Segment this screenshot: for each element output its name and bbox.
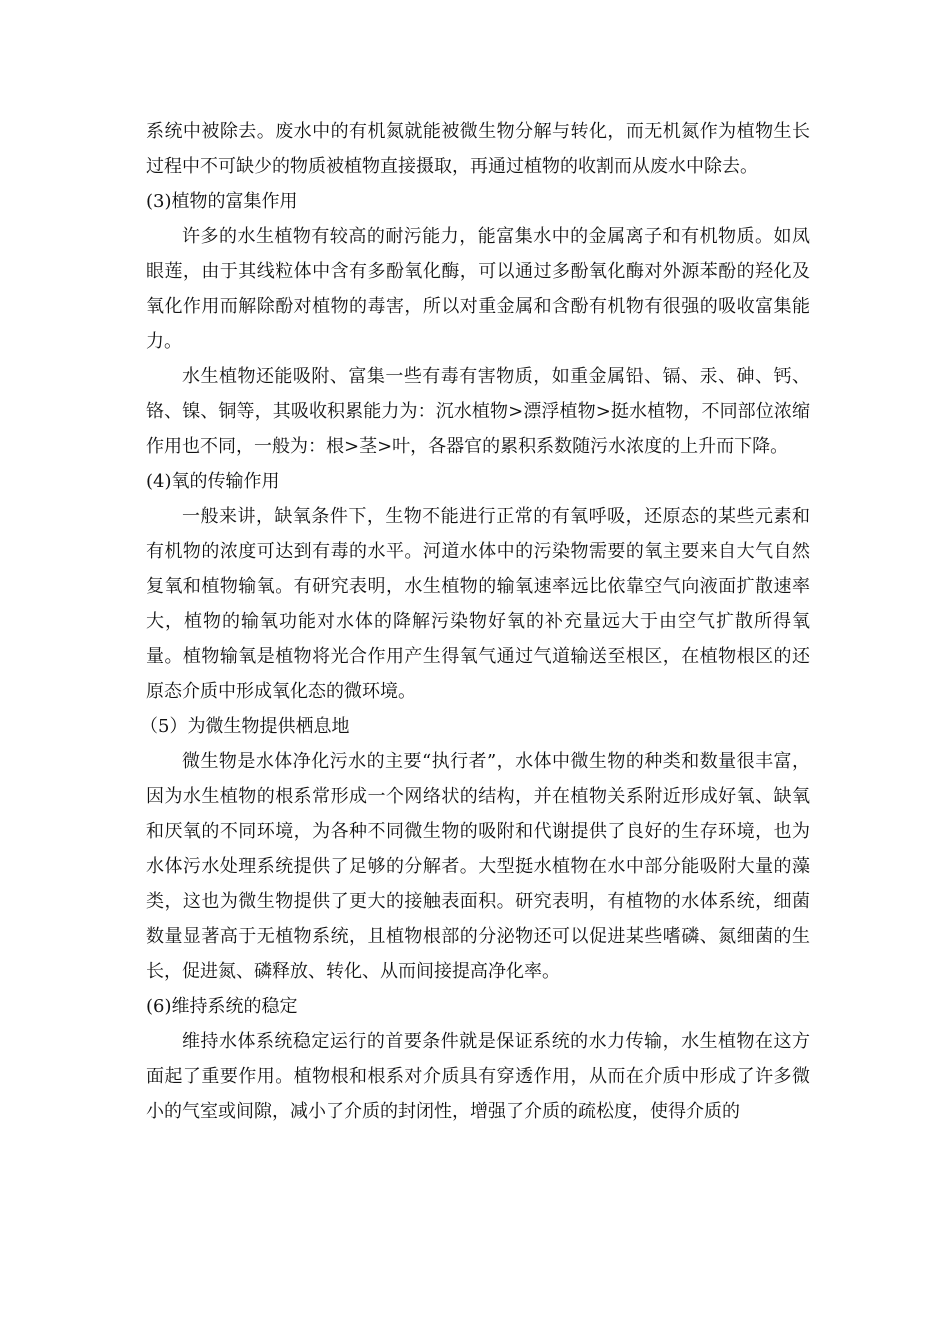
document-body: [140, 114, 810, 1129]
paragraph: 维持水体系统稳定运行的首要条件就是保证系统的水力传输，水生植物在这方面起了重要作用。植物根和根系对介质具有穿透作用，从而在介质中形成了许多微小的气室或间隙，减小了介质的封闭性，增强了介质的疏松度，使得介质的: [146, 1031, 810, 1122]
paragraph: 许多的水生植物有较高的耐污能力，能富集水中的金属离子和有机物质。如凤眼莲，由于其线粒体中含有多酚氧化酶，可以通过多酚氧化酶对外源苯酚的羟化及氧化作用而解除酚对植物的毒害，所以对重金属和含酚有机物有很强的吸收富集能力。: [146, 226, 810, 352]
paragraph-continuation: 系统中被除去。废水中的有机氮就能被微生物分解与转化，而无机氮作为植物生长过程中不可缺少的物质被植物直接摄取，再通过植物的收割而从废水中除去。: [146, 121, 810, 177]
section-heading-5: （5）为微生物提供栖息地: [140, 716, 350, 737]
paragraph: 水生植物还能吸附、富集一些有毒有害物质，如重金属铅、镉、汞、砷、钙、铬、镍、铜等，其吸收积累能力为：沉水植物>漂浮植物>挺水植物，不同部位浓缩作用也不同，一般为：根>茎>叶，各器官的累积系数随污水浓度的上升而下降。: [146, 366, 810, 457]
section-heading-4: (4)氧的传输作用: [146, 471, 280, 492]
section-heading-3: (3)植物的富集作用: [146, 191, 298, 212]
paragraph: 一般来讲，缺氧条件下，生物不能进行正常的有氧呼吸，还原态的某些元素和有机物的浓度可达到有毒的水平。河道水体中的污染物需要的氧主要来自大气自然复氧和植物输氧。有研究表明，水生植物的输氧速率远比依靠空气向液面扩散速率大，植物的输氧功能对水体的降解污染物好氧的补充量远大于由空气扩散所得氧量。植物输氧是植物将光合作用产生得氧气通过气道输送至根区，在植物根区的还原态介质中形成氧化态的微环境。: [146, 506, 810, 702]
paragraph: 微生物是水体净化污水的主要“执行者”，水体中微生物的种类和数量很丰富，因为水生植物的根系常形成一个网络状的结构，并在植物关系附近形成好氧、缺氧和厌氧的不同环境，为各种不同微生物的吸附和代谢提供了良好的生存环境，也为水体污水处理系统提供了足够的分解者。大型挺水植物在水中部分能吸附大量的藻类，这也为微生物提供了更大的接触表面积。研究表明，有植物的水体系统，细菌数量显著高于无植物系统，且植物根部的分泌物还可以促进某些嗜磷、氮细菌的生长，促进氮、磷释放、转化、从而间接提高净化率。: [146, 751, 810, 982]
section-heading-6: (6)维持系统的稳定: [146, 996, 298, 1017]
